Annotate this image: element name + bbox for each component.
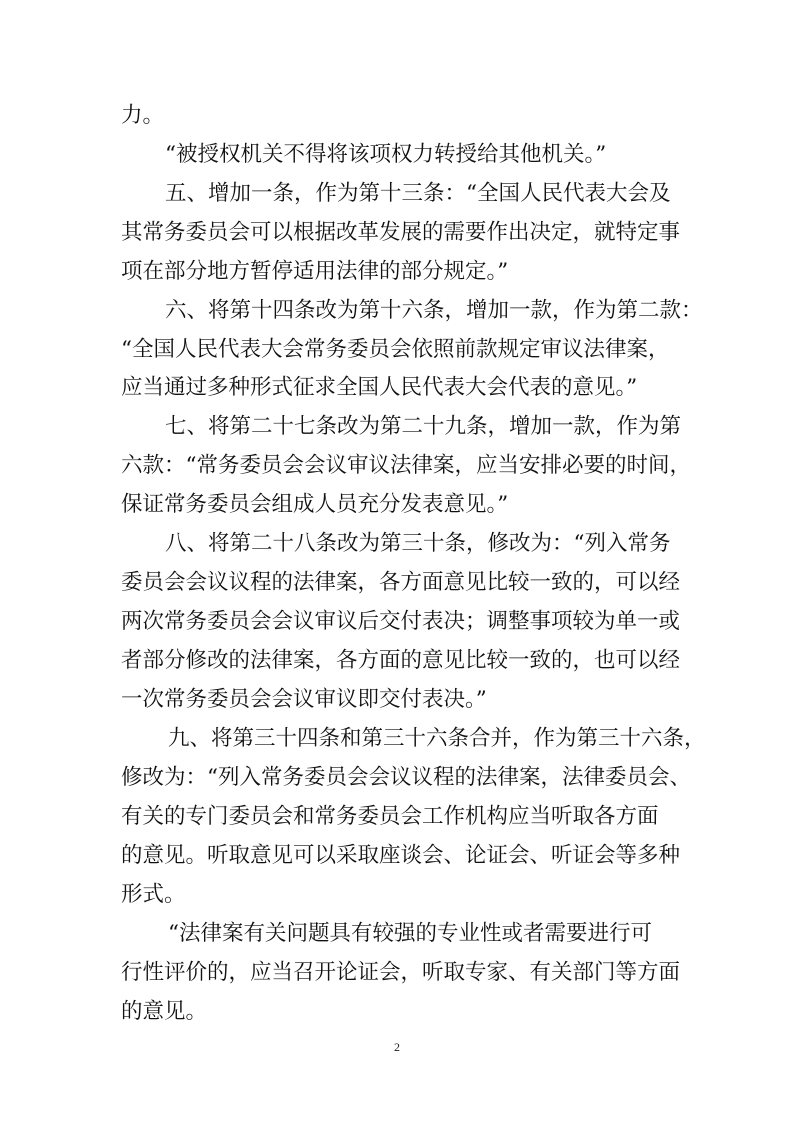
body-text-line: “法律案有关问题具有较强的专业性或者需要进行可 <box>168 921 652 946</box>
body-text-line: 八、将第二十八条改为第三十条，修改为：“列入常务 <box>165 531 671 556</box>
page-number: 2 <box>394 1040 400 1054</box>
body-text-line: 修改为：“列入常务委员会会议议程的法律案，法律委员会、 <box>121 765 691 790</box>
body-text-line: 五、增加一条，作为第十三条：“全国人民代表大会及 <box>165 181 671 206</box>
body-text-line: 委员会会议议程的法律案，各方面意见比较一致的，可以经 <box>121 570 681 595</box>
body-text-line: 七、将第二十七条改为第二十九条，增加一款，作为第 <box>165 414 682 439</box>
body-text-line: 有关的专门委员会和常务委员会工作机构应当听取各方面 <box>121 804 659 829</box>
body-text-line: 的意见。 <box>121 999 208 1024</box>
body-text-line: 行性评价的，应当召开论证会，听取专家、有关部门等方面 <box>121 960 681 985</box>
body-text-line: 力。 <box>121 103 165 128</box>
body-text-line: 六款：“常务委员会会议审议法律案，应当安排必要的时间， <box>121 453 691 478</box>
body-text-line: “全国人民代表大会常务委员会依照前款规定审议法律案， <box>121 337 670 362</box>
body-text-line: 的意见。听取意见可以采取座谈会、论证会、听证会等多种 <box>121 843 681 868</box>
body-text-line: 者部分修改的法律案，各方面的意见比较一致的，也可以经 <box>121 648 681 673</box>
body-text-line: 两次常务委员会会议审议后交付表决；调整事项较为单一或 <box>121 609 681 634</box>
body-text-line: 六、将第十四条改为第十六条，增加一款，作为第二款： <box>165 298 703 323</box>
body-text-line: 其常务委员会可以根据改革发展的需要作出决定，就特定事 <box>121 220 681 245</box>
body-text-line: 一次常务委员会会议审议即交付表决。” <box>121 687 487 712</box>
body-text-line: 项在部分地方暂停适用法律的部分规定。” <box>121 259 509 284</box>
body-text-line: 应当通过多种形式征求全国人民代表大会代表的意见。” <box>121 375 638 400</box>
body-text-line: 九、将第三十四条和第三十六条合并，作为第三十六条， <box>168 726 706 751</box>
body-text-line: “被授权机关不得将该项权力转授给其他机关。” <box>165 142 607 167</box>
body-text-line: 保证常务委员会组成人员充分发表意见。” <box>121 492 509 517</box>
body-text-line: 形式。 <box>121 882 186 907</box>
